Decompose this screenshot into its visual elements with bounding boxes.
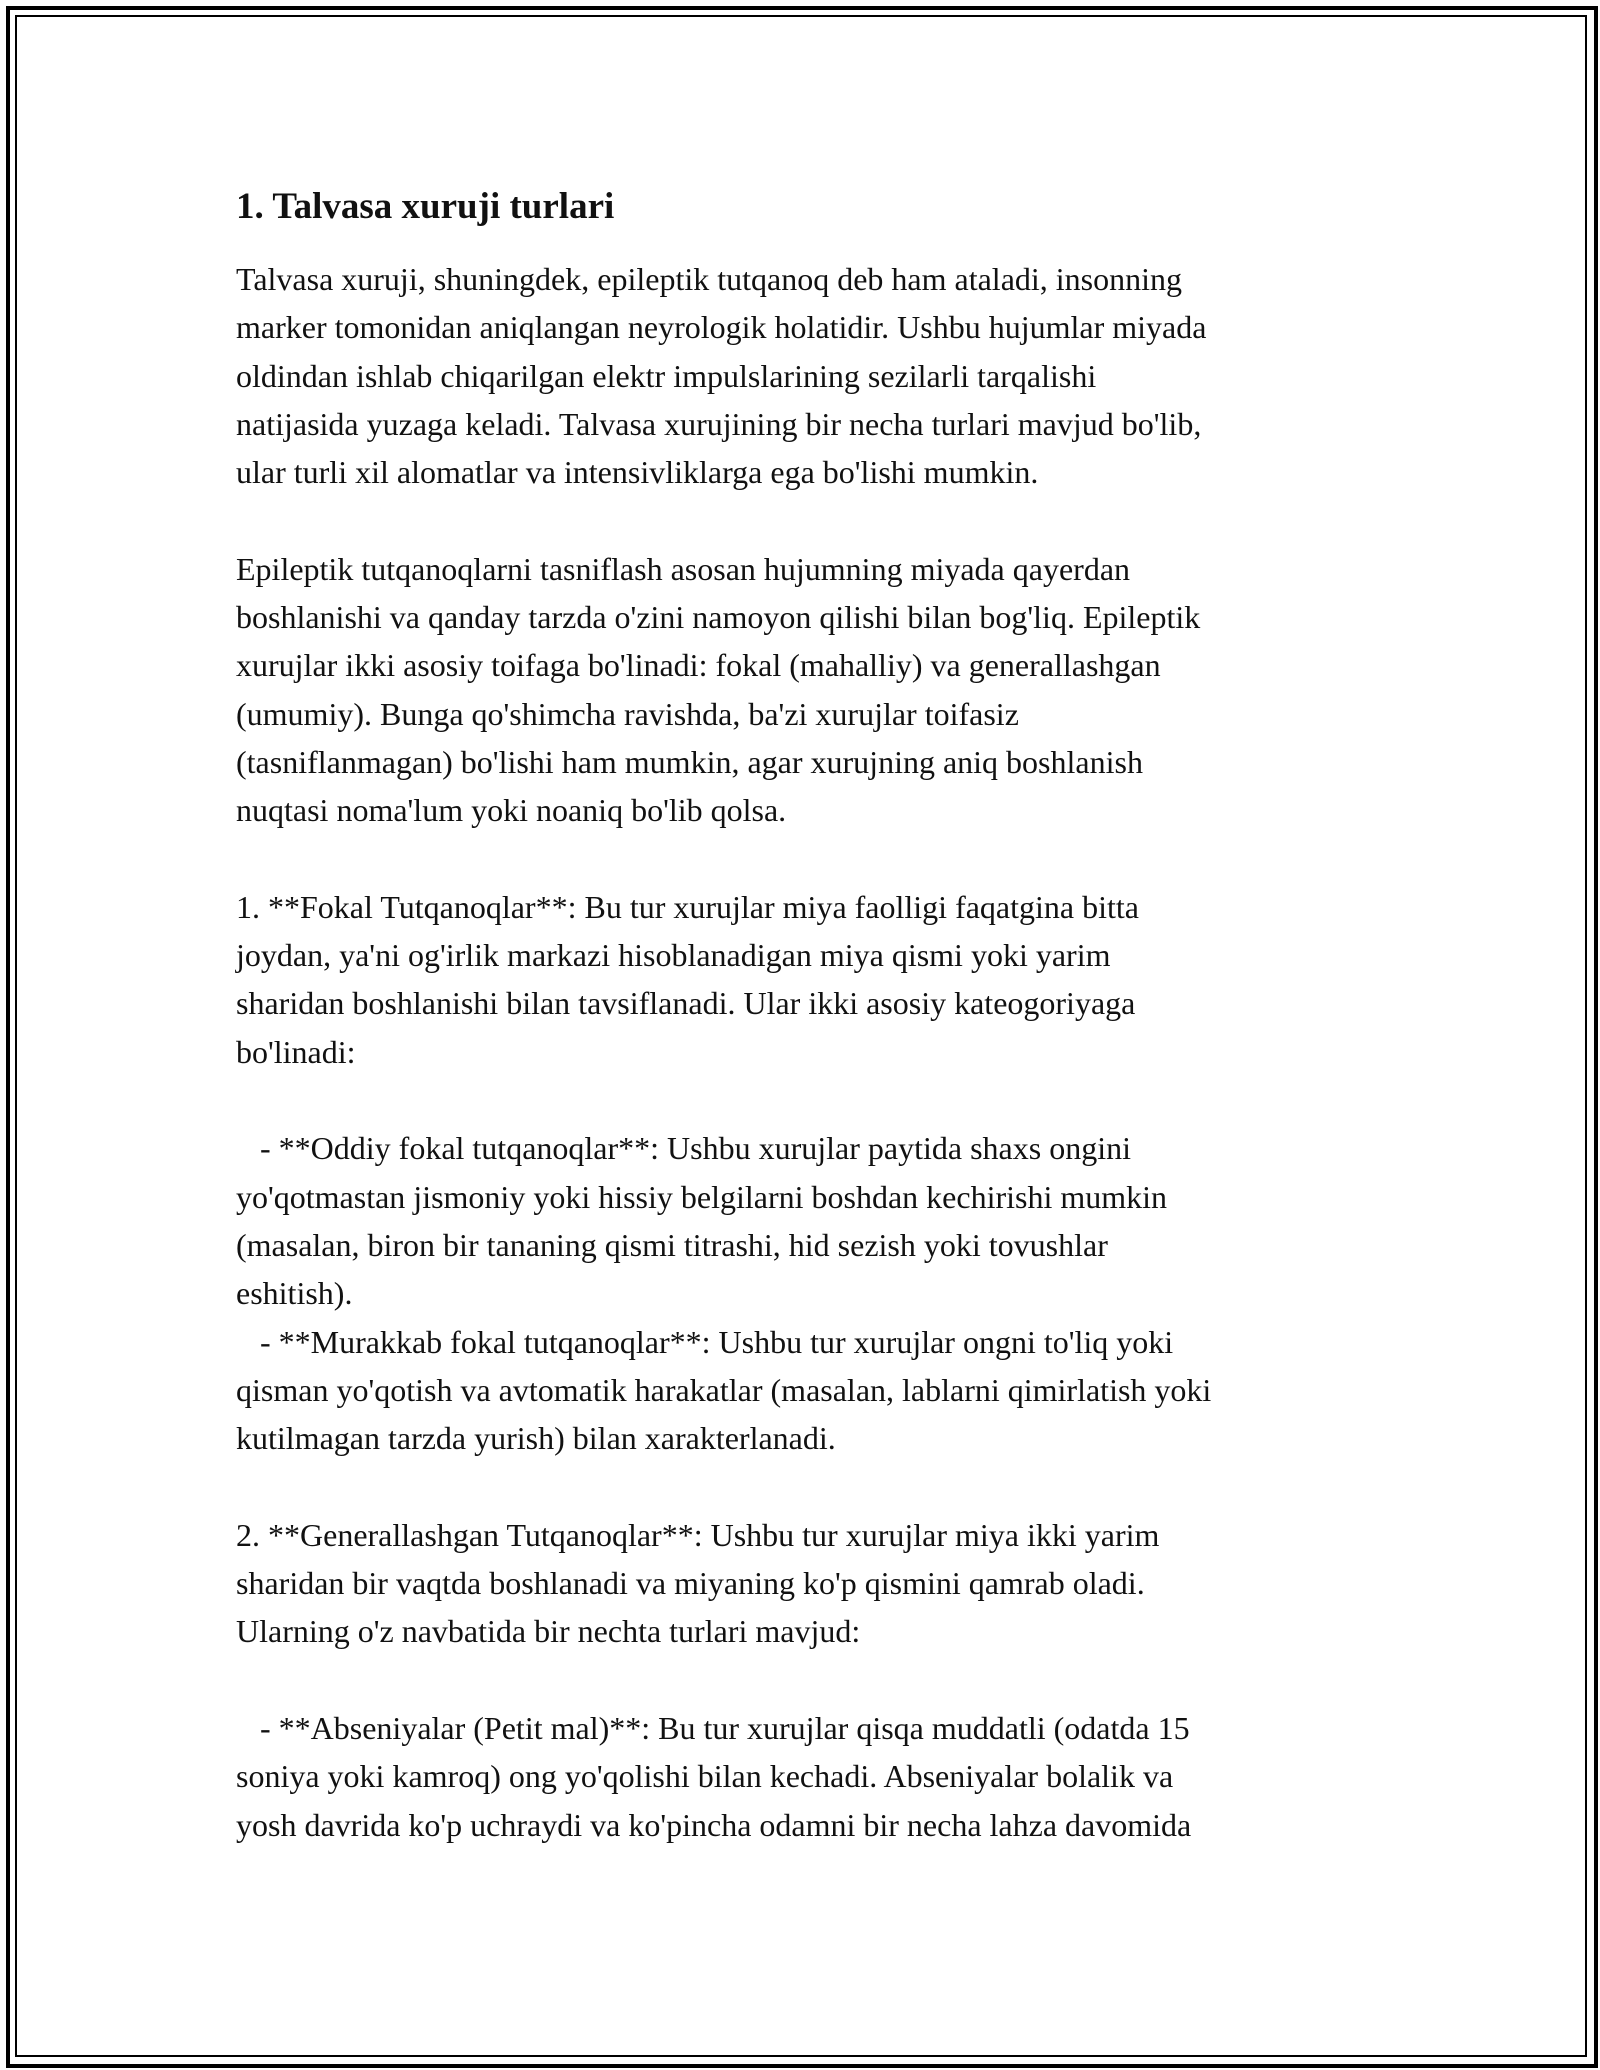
document-heading: 1. Talvasa xuruji turlari [236,186,615,227]
document-body-text: Talvasa xuruji, shuningdek, epileptik tutqanoq deb ham ataladi, insonning marker tomonidan aniqlangan neyrologik holatidir. Ushbu hujumlar miyada oldindan ishlab chiqarilgan elektr impulslarining sezilarli tarqalishi natijasida yuzaga keladi. Talvasa xurujining bir necha turlari mavjud bo'lib, ular turli xil alomatlar va intensivliklarga ega bo'lishi mumkin. Epileptik tutqanoqlarni tasniflash asosan hujumning miyada qayerdan boshlanishi va qanday tarzda o'zini namoyon qilishi bilan bog'liq. Epileptik xurujlar ikki asosiy toifaga bo'linadi: fokal (mahalliy) va generallashgan (umumiy). Bunga qo'shimcha ravishda, ba'zi xurujlar toifasiz (tasniflanmagan) bo'lishi ham mumkin, agar xurujning aniq boshlanish nuqtasi noma'lum yoki noaniq bo'lib qolsa. 1. **Fokal Tutqanoqlar**: Bu tur xurujlar miya faolligi faqatgina bitta joydan, ya'ni og'irlik markazi hisoblanadigan miya qismi yoki yarim sharidan boshlanishi bilan tavsiflanadi. Ular ikki asosiy kateogoriyaga bo'linadi: - **Oddiy fokal tutqanoqlar**: Ushbu xurujlar paytida shaxs ongini yo'qotmastan jismoniy yoki hissiy belgilarni boshdan kechirishi mumkin (masalan, biron bir tananing qismi titrashi, hid sezish yoki tovushlar eshitish). - **Murakkab fokal tutqanoqlar**: Ushbu tur xurujlar ongni to'liq yoki qisman yo'qotish va avtomatik harakatlar (masalan, lablarni qimirlatish yoki kutilmagan tarzda yurish) bilan xarakterlanadi. 2. **Generallashgan Tutqanoqlar**: Ushbu tur xurujlar miya ikki yarim sharidan bir vaqtda boshlanadi va miyaning ko'p qismini qamrab oladi. Ularning o'z navbatida bir nechta turlari mavjud: - **Abseniyalar (Petit mal)**: Bu tur xurujlar qisqa muddatli (odatda 15 soniya yoki kamroq) ong yo'qolishi bilan kechadi. Abseniyalar bolalik va yosh davrida ko'p uchraydi va ko'pincha odamni bir necha lahza davomida [236,261,1212,1843]
document-page [236,185,1366,1849]
